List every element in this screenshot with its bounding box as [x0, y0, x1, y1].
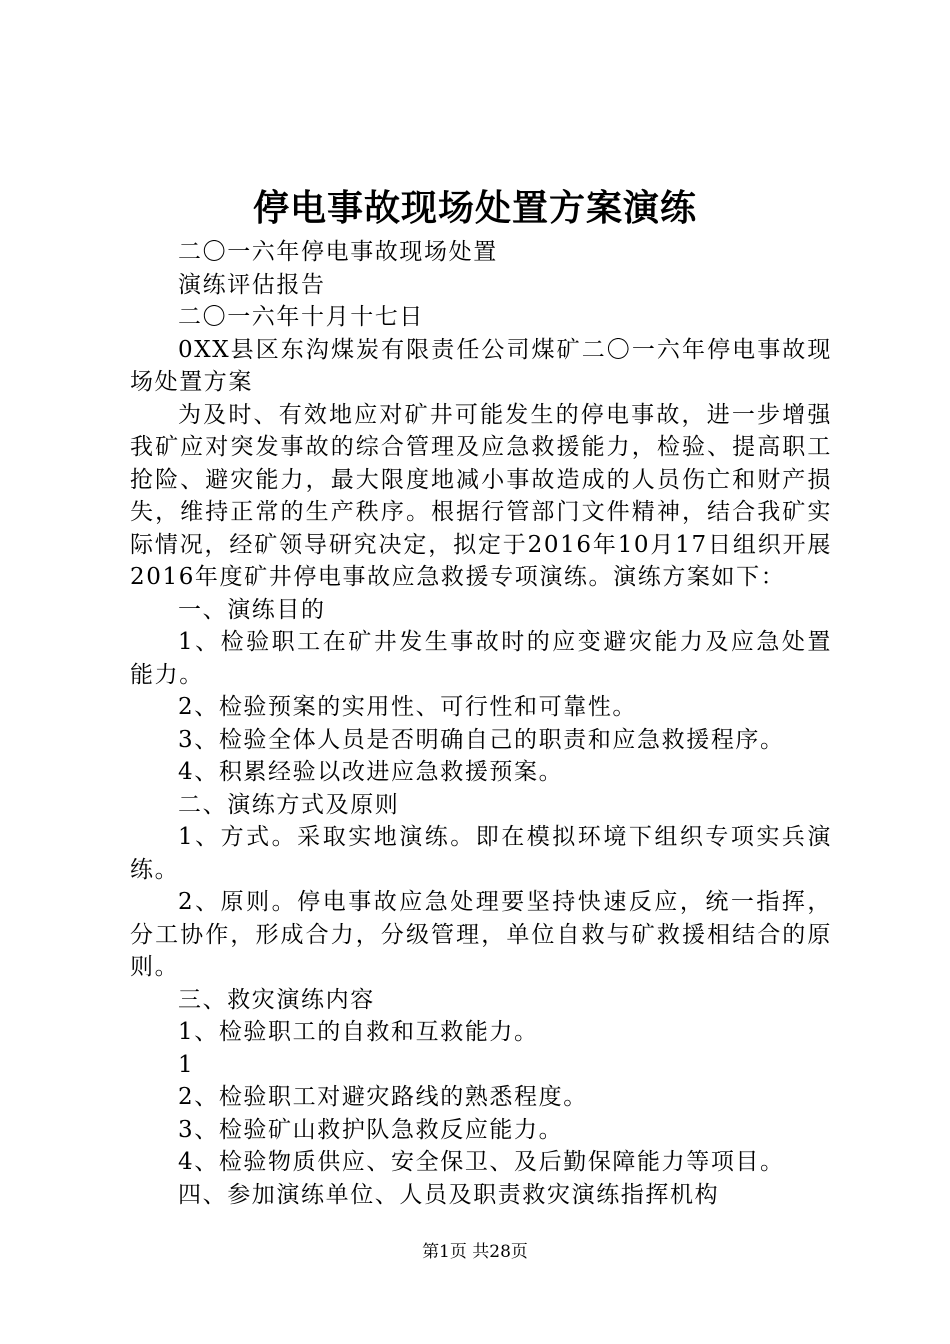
section-heading: 四、参加演练单位、人员及职责救灾演练指挥机构 [178, 1181, 720, 1208]
paragraph: 1 [178, 1051, 195, 1078]
paragraph: 3、检验全体人员是否明确自己的职责和应急救援程序。 [178, 726, 785, 753]
paragraph: 0XX县区东沟煤炭有限责任公司煤矿二〇一六年停电事故现场处置方案 [130, 336, 832, 395]
paragraph: 二〇一六年停电事故现场处置 [178, 239, 498, 265]
paragraph: 2、原则。停电事故应急处理要坚持快速反应，统一指挥，分工协作，形成合力，分级管理，单位自救与矿救援相结合的原则。 [130, 889, 832, 980]
paragraph: 1、检验职工的自救和互救能力。 [178, 1019, 539, 1045]
section-heading: 三、救灾演练内容 [178, 986, 375, 1013]
page-number: 第1页 共28页 [422, 1242, 528, 1262]
paragraph: 1、方式。采取实地演练。即在模拟环境下组织专项实兵演练。 [130, 824, 832, 883]
document-body [130, 236, 832, 1211]
paragraph: 为及时、有效地应对矿井可能发生的停电事故，进一步增强我矿应对突发事故的综合管理及应急救援能力，检验、提高职工抢险、避灾能力，最大限度地减小事故造成的人员伤亡和财产损失，维持正常的生产秩序。根据行管部门文件精神，结合我矿实际情况，经矿领导研究决定，拟定于2016年10月17日组织开展2016年度矿井停电事故应急救援专项演练。演练方案如下： [130, 401, 832, 590]
paragraph: 2、检验职工对避灾路线的熟悉程度。 [178, 1084, 588, 1110]
paragraph: 1、检验职工在矿井发生事故时的应变避灾能力及应急处置能力。 [130, 629, 832, 688]
paragraph: 演练评估报告 [178, 271, 326, 298]
paragraph: 2、检验预案的实用性、可行性和可靠性。 [178, 694, 638, 720]
paragraph: 4、检验物质供应、安全保卫、及后勤保障能力等项目。 [178, 1149, 785, 1175]
paragraph: 4、积累经验以改进应急救援预案。 [178, 759, 564, 785]
section-heading: 二、演练方式及原则 [178, 791, 400, 818]
document-title: 停电事故现场处置方案演练 [252, 187, 697, 229]
paragraph: 二〇一六年十月十七日 [178, 304, 424, 330]
section-heading: 一、演练目的 [178, 596, 326, 623]
paragraph: 3、检验矿山救护队急救反应能力。 [178, 1116, 564, 1143]
